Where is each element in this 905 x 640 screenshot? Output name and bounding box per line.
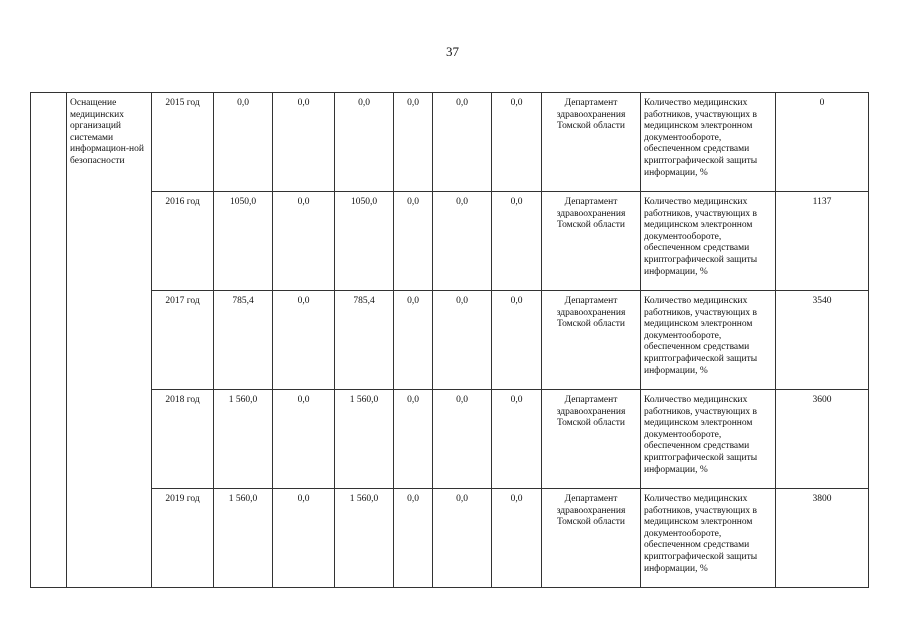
total-cell: 785,4: [214, 291, 273, 390]
total-cell: 1 560,0: [214, 390, 273, 489]
indicator-cell: Количество медицинских работников, участвующих в медицинском электронном документообороте, обеспеченном средствами криптографической защиты информации, %: [641, 489, 776, 588]
funds-cell: 0,0: [433, 192, 492, 291]
indicator-cell: Количество медицинских работников, участвующих в медицинском электронном документообороте, обеспеченном средствами криптографической защиты информации, %: [641, 291, 776, 390]
indicator-value-cell: 0: [776, 93, 869, 192]
total-cell: 1 560,0: [214, 489, 273, 588]
local-cell: 0,0: [394, 192, 433, 291]
executor-cell: Департамент здравоохранения Томской области: [542, 489, 641, 588]
table-row: [31, 489, 869, 588]
program-activity-table: [30, 92, 869, 588]
year-cell: 2016 год: [152, 192, 214, 291]
local-cell: 0,0: [394, 390, 433, 489]
federal-cell: 0,0: [273, 489, 335, 588]
regional-cell: 785,4: [335, 291, 394, 390]
other-cell: 0,0: [492, 291, 542, 390]
indicator-value-cell: 3600: [776, 390, 869, 489]
executor-cell: Департамент здравоохранения Томской области: [542, 93, 641, 192]
year-cell: 2018 год: [152, 390, 214, 489]
federal-cell: 0,0: [273, 390, 335, 489]
year-cell: 2015 год: [152, 93, 214, 192]
funds-cell: 0,0: [433, 93, 492, 192]
table-row: [31, 291, 869, 390]
indicator-cell: Количество медицинских работников, участвующих в медицинском электронном документообороте, обеспеченном средствами криптографической защиты информации, %: [641, 93, 776, 192]
federal-cell: 0,0: [273, 93, 335, 192]
executor-cell: Департамент здравоохранения Томской области: [542, 390, 641, 489]
other-cell: 0,0: [492, 390, 542, 489]
local-cell: 0,0: [394, 489, 433, 588]
table-row: [31, 192, 869, 291]
funds-cell: 0,0: [433, 291, 492, 390]
other-cell: 0,0: [492, 93, 542, 192]
indicator-value-cell: 1137: [776, 192, 869, 291]
year-cell: 2019 год: [152, 489, 214, 588]
executor-cell: Департамент здравоохранения Томской области: [542, 192, 641, 291]
regional-cell: 1 560,0: [335, 390, 394, 489]
other-cell: 0,0: [492, 489, 542, 588]
local-cell: 0,0: [394, 291, 433, 390]
federal-cell: 0,0: [273, 192, 335, 291]
activity-name-cell: Оснащение медицинских организаций системами информацион-ной безопасности: [67, 93, 152, 588]
regional-cell: 1050,0: [335, 192, 394, 291]
regional-cell: 1 560,0: [335, 489, 394, 588]
table-row: [31, 390, 869, 489]
local-cell: 0,0: [394, 93, 433, 192]
other-cell: 0,0: [492, 192, 542, 291]
total-cell: 1050,0: [214, 192, 273, 291]
page-number: 37: [446, 44, 459, 59]
indicator-value-cell: 3540: [776, 291, 869, 390]
indicator-value-cell: 3800: [776, 489, 869, 588]
indicator-cell: Количество медицинских работников, участвующих в медицинском электронном документообороте, обеспеченном средствами криптографической защиты информации, %: [641, 192, 776, 291]
executor-cell: Департамент здравоохранения Томской области: [542, 291, 641, 390]
funds-cell: 0,0: [433, 390, 492, 489]
row-number-cell: [31, 93, 67, 588]
funds-cell: 0,0: [433, 489, 492, 588]
total-cell: 0,0: [214, 93, 273, 192]
regional-cell: 0,0: [335, 93, 394, 192]
indicator-cell: Количество медицинских работников, участвующих в медицинском электронном документообороте, обеспеченном средствами криптографической защиты информации, %: [641, 390, 776, 489]
table-row: [31, 93, 869, 192]
year-cell: 2017 год: [152, 291, 214, 390]
federal-cell: 0,0: [273, 291, 335, 390]
